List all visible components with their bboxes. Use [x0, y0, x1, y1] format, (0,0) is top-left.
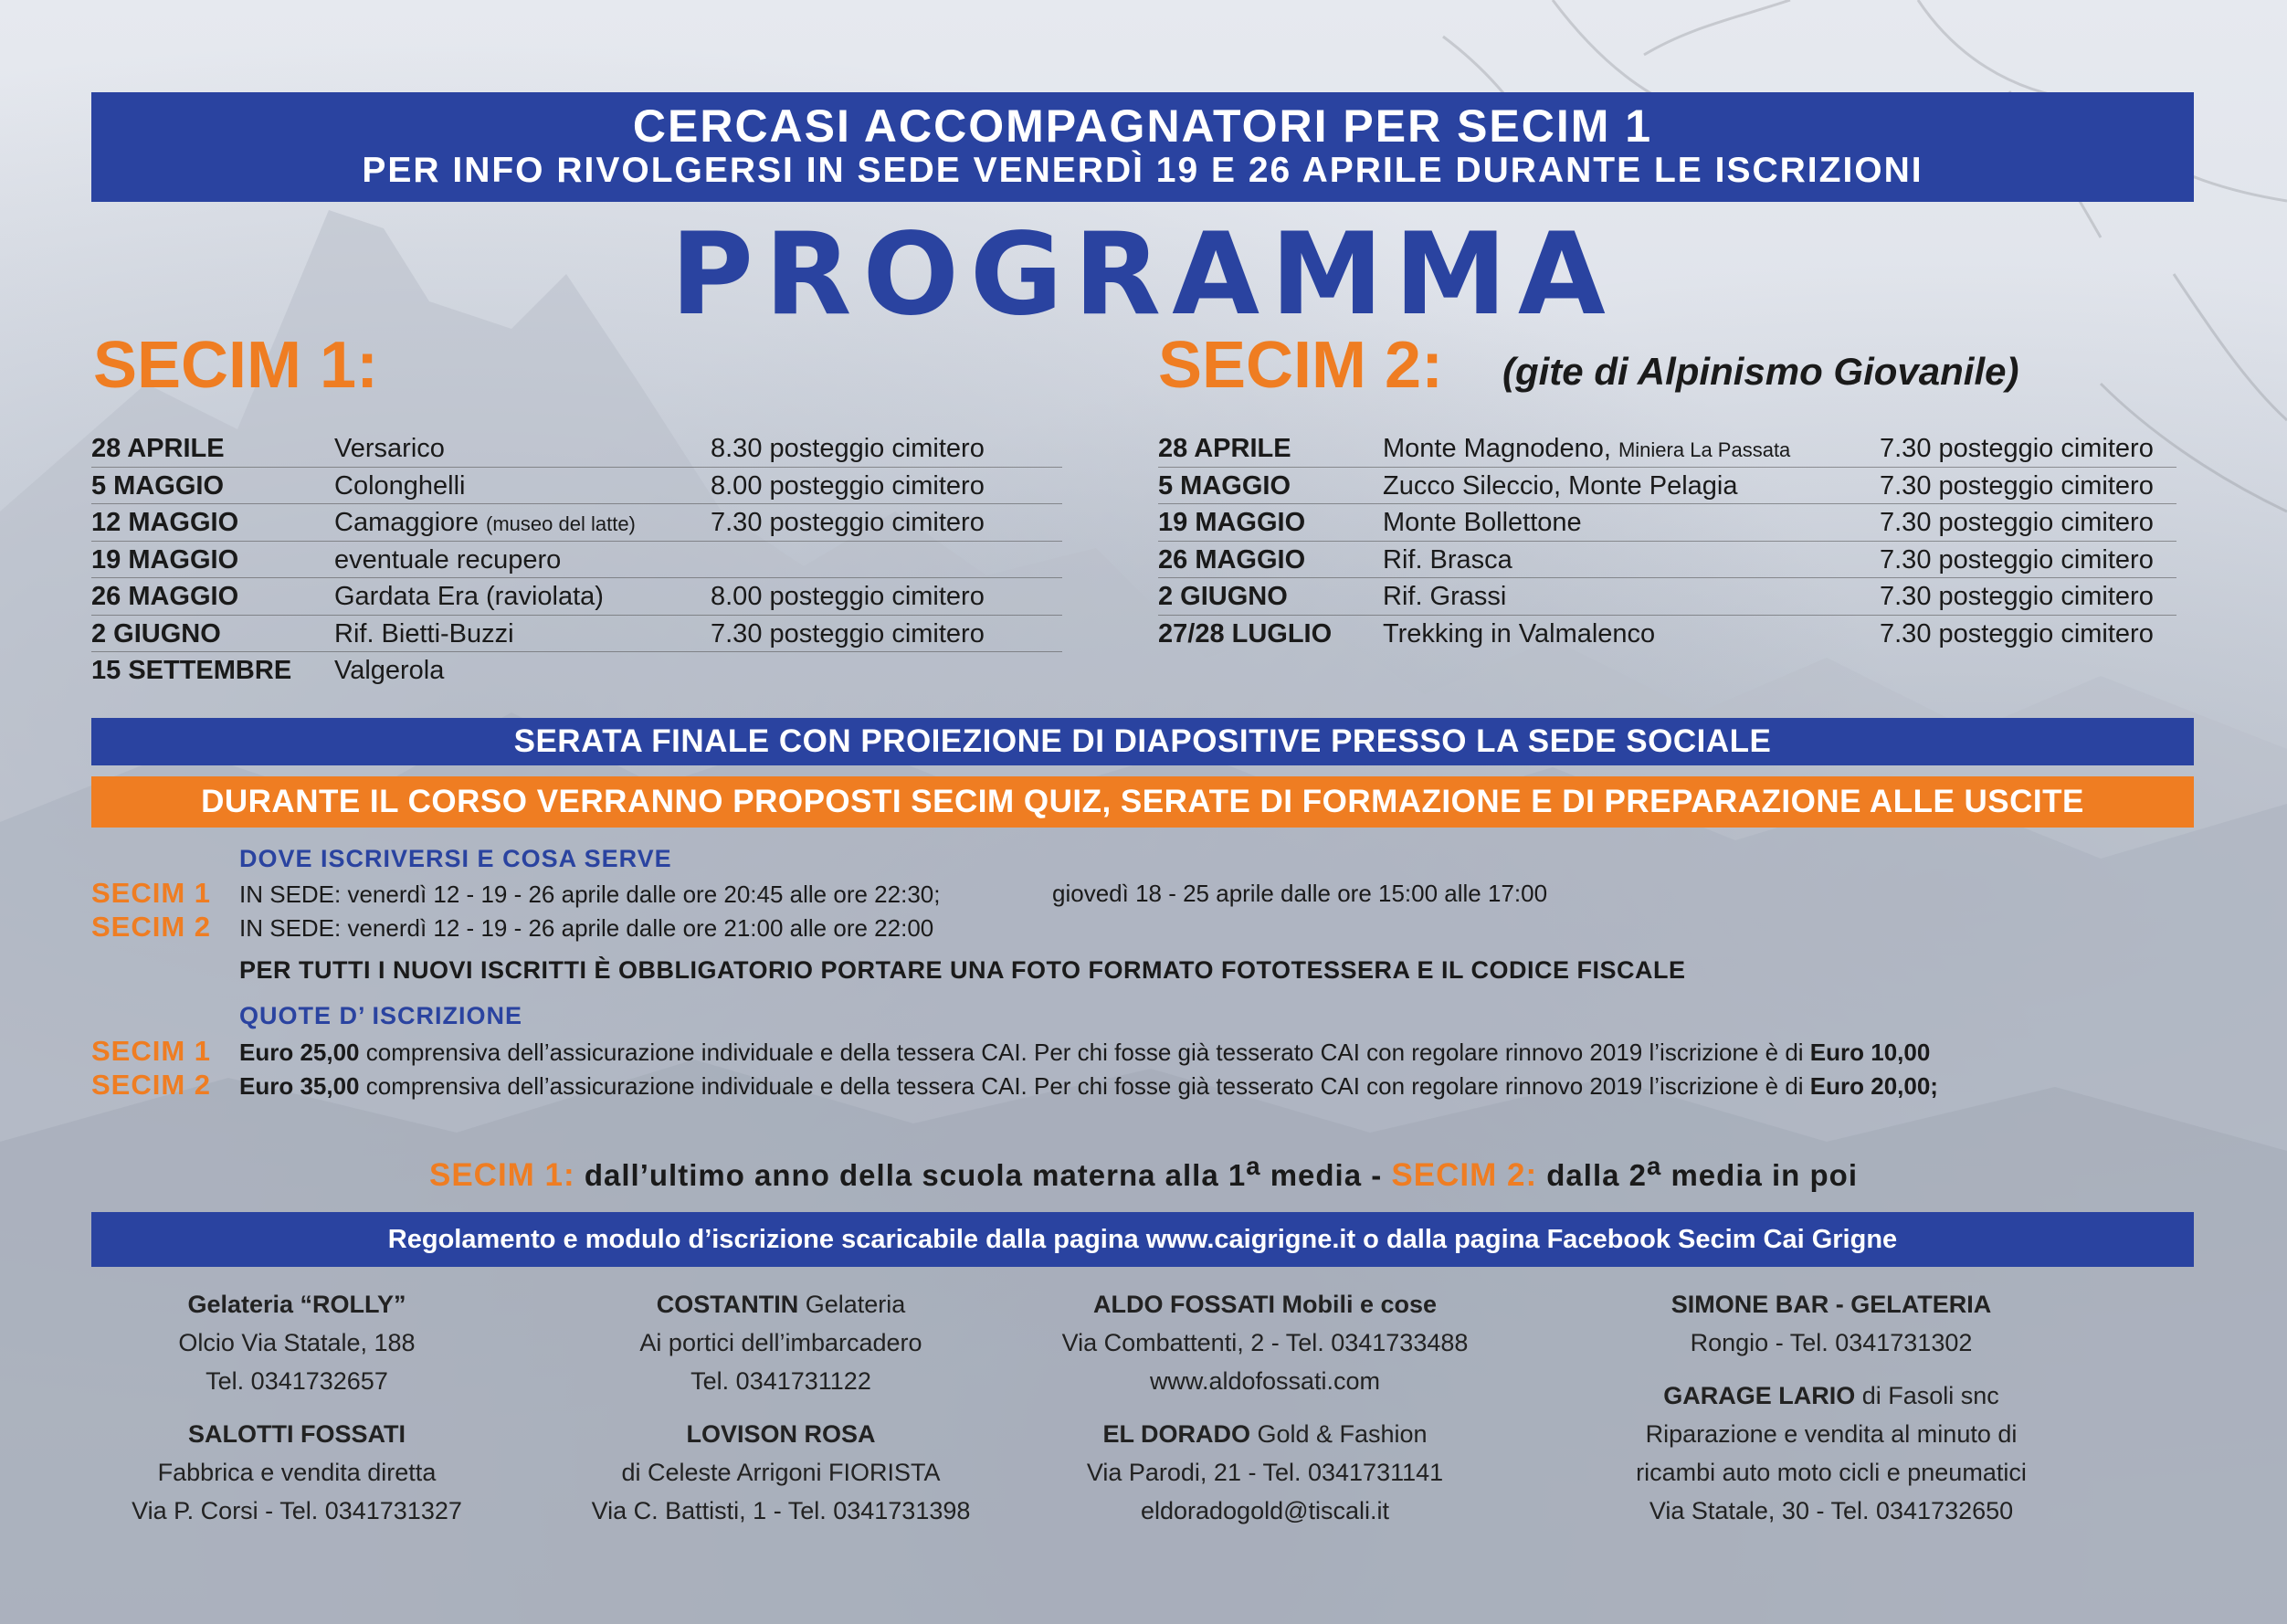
schedule-row [1158, 578, 2176, 616]
schedule-meeting-time: 7.30 posteggio cimitero [1880, 544, 2154, 575]
registration-heading: DOVE ISCRIVERSI E COSA SERVE [239, 845, 672, 872]
schedule-place [1383, 616, 1655, 652]
schedule-place [1383, 430, 1790, 469]
schedule-date: 15 SETTEMBRE [91, 656, 292, 685]
schedule-place-name: Trekking in Valmalenco [1383, 618, 1656, 649]
eta-secim2-label: SECIM 2: [1391, 1157, 1538, 1193]
schedule-place [334, 504, 636, 543]
schedule-place [334, 468, 466, 504]
schedule-meeting-time: 7.30 posteggio cimitero [1880, 470, 2154, 501]
website-link[interactable]: www.caigrigne.it [1145, 1225, 1356, 1254]
registration-secim2 [91, 911, 933, 944]
fee-secim1-reduced: Euro 10,00 [1809, 1039, 1931, 1066]
fee-secim1-text: comprensiva dell’assicurazione individuale e della tessera CAI. Per chi fosse già tesserato CAI con regolare rinnovo 2019 l’iscrizione è di [359, 1039, 1810, 1066]
secim1-tag: SECIM 1 [91, 877, 212, 909]
schedule-place [1383, 468, 1737, 504]
registration-secim1-thursday: giovedì 18 - 25 aprile dalle ore 15:00 alle 17:00 [1052, 880, 1548, 907]
schedule-meeting-time: 7.30 posteggio cimitero [711, 508, 985, 537]
eta-secim1-text-a: dall’ultimo anno della scuola materna alla 1 [574, 1158, 1247, 1192]
schedule-place-name: Versarico [334, 434, 445, 463]
schedule-place [334, 430, 445, 467]
sponsor-entry [1594, 1285, 2069, 1362]
sponsor-name: SALOTTI FOSSATI [188, 1420, 406, 1448]
sponsor-name-line [59, 1285, 534, 1323]
sponsor-name: Gelateria “ROLLY” [187, 1291, 406, 1318]
sponsor-detail: Via C. Battisti, 1 - Tel. 0341731398 [591, 1497, 971, 1524]
sponsor-detail: Via P. Corsi - Tel. 0341731327 [132, 1497, 462, 1524]
sponsor-detail: Olcio Via Statale, 188 [178, 1329, 416, 1356]
schedule-row [91, 578, 1062, 616]
fee-secim2-text: comprensiva dell’assicurazione individuale e della tessera CAI. Per chi fosse già tesserato CAI con regolare rinnovo 2019 l’iscrizione è di [359, 1072, 1810, 1100]
sponsor-detail: ricambi auto moto cicli e pneumatici [1636, 1459, 2027, 1486]
sponsor-entry [1028, 1415, 1502, 1530]
sponsor-name-extra: Gold & Fashion [1249, 1420, 1428, 1448]
sponsor-detail: Fabbrica e vendita diretta [157, 1459, 437, 1486]
facebook-page-link[interactable]: Secim Cai Grigne [1678, 1225, 1898, 1254]
sponsor-detail: Via Statale, 30 - Tel. 0341732650 [1649, 1497, 2014, 1524]
schedule-date: 5 MAGGIO [91, 470, 225, 501]
banner-headline: CERCASI ACCOMPAGNATORI PER SECIM 1 [632, 100, 1653, 152]
sponsor-name: COSTANTIN [656, 1291, 799, 1318]
sponsor-entry [1028, 1285, 1502, 1400]
registration-secim2-text: IN SEDE: venerdì 12 - 19 - 26 aprile dalle ore 21:00 alle ore 22:00 [239, 914, 934, 942]
sponsor-name-line [1594, 1376, 2069, 1415]
schedule-date: 12 MAGGIO [91, 508, 239, 537]
schedule-place-name: Rif. Brasca [1383, 544, 1512, 575]
fee-secim2-amount: Euro 35,00 [239, 1072, 360, 1100]
secim2-schedule [1158, 430, 2176, 651]
secim1-schedule [91, 430, 1062, 689]
eta-secim2-sup: a [1647, 1152, 1662, 1180]
sponsor-entry [59, 1285, 534, 1400]
eta-secim2-text-b: media in poi [1661, 1158, 1858, 1192]
schedule-row [91, 468, 1062, 505]
eta-secim1-label: SECIM 1: [428, 1157, 575, 1193]
sponsor-detail: di Celeste Arrigoni FIORISTA [621, 1459, 941, 1486]
schedule-place [334, 616, 514, 652]
eta-secim1-text-b: media - [1260, 1158, 1392, 1192]
schedule-date: 28 APRILE [91, 434, 225, 463]
schedule-place [334, 578, 604, 615]
sponsor-name-extra: Gelateria [798, 1291, 906, 1318]
sponsor-name-line [543, 1285, 1018, 1323]
schedule-place-note: (museo del latte) [486, 512, 636, 535]
schedule-place [1383, 542, 1512, 578]
schedule-place-name: Zucco Sileccio, Monte Pelagia [1383, 470, 1738, 501]
schedule-place-name: Monte Magnodeno, [1383, 434, 1618, 463]
schedule-place-note: Miniera La Passata [1618, 438, 1791, 461]
banner-subline: PER INFO RIVOLGERSI IN SEDE VENERDÌ 19 E 26 APRILE DURANTE LE ISCRIZIONI [362, 151, 1923, 190]
download-info-mid: o dalla pagina Facebook [1355, 1225, 1679, 1254]
schedule-date: 26 MAGGIO [1158, 544, 1306, 575]
sponsor-detail: Ai portici dell’imbarcadero [639, 1329, 922, 1356]
schedule-place-name: Rif. Grassi [1383, 582, 1507, 611]
schedule-meeting-time: 7.30 posteggio cimitero [1880, 508, 2154, 537]
fees-heading: QUOTE D’ ISCRIZIONE [239, 1002, 523, 1029]
sponsor-entry [1594, 1376, 2069, 1530]
mandatory-documents-note: PER TUTTI I NUOVI ISCRITTI È OBBLIGATORIO PORTARE UNA FOTO FORMATO FOTOTESSERA E IL CODICE FISCALE [239, 956, 1686, 984]
sponsor-detail: Via Combattenti, 2 - Tel. 0341733488 [1061, 1329, 1469, 1356]
sponsor-name-line [543, 1415, 1018, 1453]
sponsor-column-1 [59, 1285, 534, 1545]
schedule-meeting-time: 8.00 posteggio cimitero [711, 470, 985, 501]
secim2-tag: SECIM 2 [91, 1069, 212, 1101]
schedule-place [1383, 578, 1506, 615]
sponsor-name: SIMONE BAR - GELATERIA [1670, 1291, 1992, 1318]
schedule-date: 19 MAGGIO [1158, 508, 1306, 537]
sponsor-name: LOVISON ROSA [686, 1420, 876, 1448]
secim2-subtitle: (gite di Alpinismo Giovanile) [1502, 350, 2019, 393]
schedule-meeting-time: 7.30 posteggio cimitero [1880, 434, 2154, 463]
fee-secim2-reduced: Euro 20,00; [1809, 1072, 1938, 1100]
volunteer-banner [91, 92, 2194, 202]
schedule-date: 5 MAGGIO [1158, 470, 1291, 501]
sponsor-detail: Rongio - Tel. 0341731302 [1690, 1329, 1973, 1356]
schedule-date: 27/28 LUGLIO [1158, 618, 1333, 649]
secim2-tag: SECIM 2 [91, 911, 212, 943]
schedule-row [1158, 504, 2176, 542]
schedule-place-name: Colonghelli [334, 470, 466, 501]
schedule-meeting-time: 7.30 posteggio cimitero [1880, 582, 2154, 611]
sponsor-entry [543, 1285, 1018, 1400]
sponsor-entry [543, 1415, 1018, 1530]
schedule-place [1383, 504, 1582, 541]
sponsor-name: GARAGE LARIO [1663, 1382, 1856, 1409]
schedule-date: 2 GIUGNO [1158, 582, 1288, 611]
sponsor-detail: Riparazione e vendita al minuto di [1645, 1420, 2018, 1448]
schedule-row [91, 542, 1062, 579]
schedule-row [1158, 616, 2176, 652]
page-title: PROGRAMMA [670, 209, 1617, 341]
schedule-date: 19 MAGGIO [91, 544, 239, 575]
sponsor-name-line [1594, 1285, 2069, 1323]
schedule-place-name: Monte Bollettone [1383, 508, 1582, 537]
sponsor-name-extra: di Fasoli snc [1855, 1382, 1999, 1409]
course-activities-banner: DURANTE IL CORSO VERRANNO PROPOSTI SECIM QUIZ, SERATE DI FORMAZIONE E DI PREPARAZIONE ALLE USCITE [91, 776, 2194, 828]
sponsor-name: ALDO FOSSATI Mobili e cose [1092, 1291, 1438, 1318]
registration-secim1-text: IN SEDE: venerdì 12 - 19 - 26 aprile dalle ore 20:45 alle ore 22:30; [239, 881, 941, 908]
sponsor-entry [59, 1415, 534, 1530]
download-info-banner [91, 1212, 2194, 1267]
schedule-place-name: Camaggiore [334, 508, 487, 537]
sponsor-name-line [1028, 1415, 1502, 1453]
sponsor-name-line [1028, 1285, 1502, 1323]
fee-secim1-amount: Euro 25,00 [239, 1039, 360, 1066]
fee-secim1 [91, 1035, 1930, 1069]
schedule-place [334, 542, 561, 578]
schedule-place-name: Valgerola [334, 656, 445, 685]
sponsor-detail: Via Parodi, 21 - Tel. 0341731141 [1086, 1459, 1444, 1486]
sponsor-detail: eldoradogold@tiscali.it [1140, 1497, 1390, 1524]
schedule-row [91, 652, 1062, 689]
registration-secim1 [91, 877, 1548, 911]
secim1-tag: SECIM 1 [91, 1035, 212, 1067]
schedule-row [1158, 430, 2176, 468]
schedule-row [1158, 542, 2176, 579]
schedule-place-name: Rif. Bietti-Buzzi [334, 618, 514, 649]
schedule-meeting-time: 8.30 posteggio cimitero [711, 434, 985, 463]
schedule-place-name: eventuale recupero [334, 544, 562, 575]
schedule-place [334, 652, 444, 689]
secim1-title: SECIM 1: [93, 329, 379, 402]
sponsor-detail: www.aldofossati.com [1149, 1367, 1381, 1395]
fee-secim2 [91, 1069, 1938, 1102]
download-info-text: Regolamento e modulo d’iscrizione scaricabile dalla pagina [387, 1225, 1146, 1254]
eta-secim2-text-a: dalla 2 [1537, 1158, 1647, 1192]
sponsor-detail: Tel. 0341731122 [690, 1367, 871, 1395]
schedule-date: 28 APRILE [1158, 434, 1291, 463]
sponsor-detail: Tel. 0341732657 [206, 1367, 388, 1395]
final-evening-banner: SERATA FINALE CON PROIEZIONE DI DIAPOSITIVE PRESSO LA SEDE SOCIALE [91, 718, 2194, 765]
schedule-date: 26 MAGGIO [91, 582, 239, 611]
schedule-meeting-time: 7.30 posteggio cimitero [1880, 618, 2154, 649]
schedule-date: 2 GIUGNO [91, 618, 221, 649]
schedule-row [91, 430, 1062, 468]
age-groups-line [0, 1152, 2287, 1194]
sponsor-name-line [59, 1415, 534, 1453]
sponsor-column-2 [543, 1285, 1018, 1545]
eta-secim1-sup: a [1246, 1152, 1261, 1180]
secim2-title: SECIM 2: [1158, 329, 1444, 402]
schedule-row [1158, 468, 2176, 505]
sponsor-name: EL DORADO [1102, 1420, 1250, 1448]
schedule-row [91, 616, 1062, 653]
schedule-meeting-time: 7.30 posteggio cimitero [711, 618, 985, 649]
schedule-row [91, 504, 1062, 542]
sponsor-column-4 [1594, 1285, 2069, 1545]
schedule-meeting-time: 8.00 posteggio cimitero [711, 582, 985, 611]
sponsor-column-3 [1028, 1285, 1502, 1545]
schedule-place-name: Gardata Era (raviolata) [334, 582, 604, 611]
